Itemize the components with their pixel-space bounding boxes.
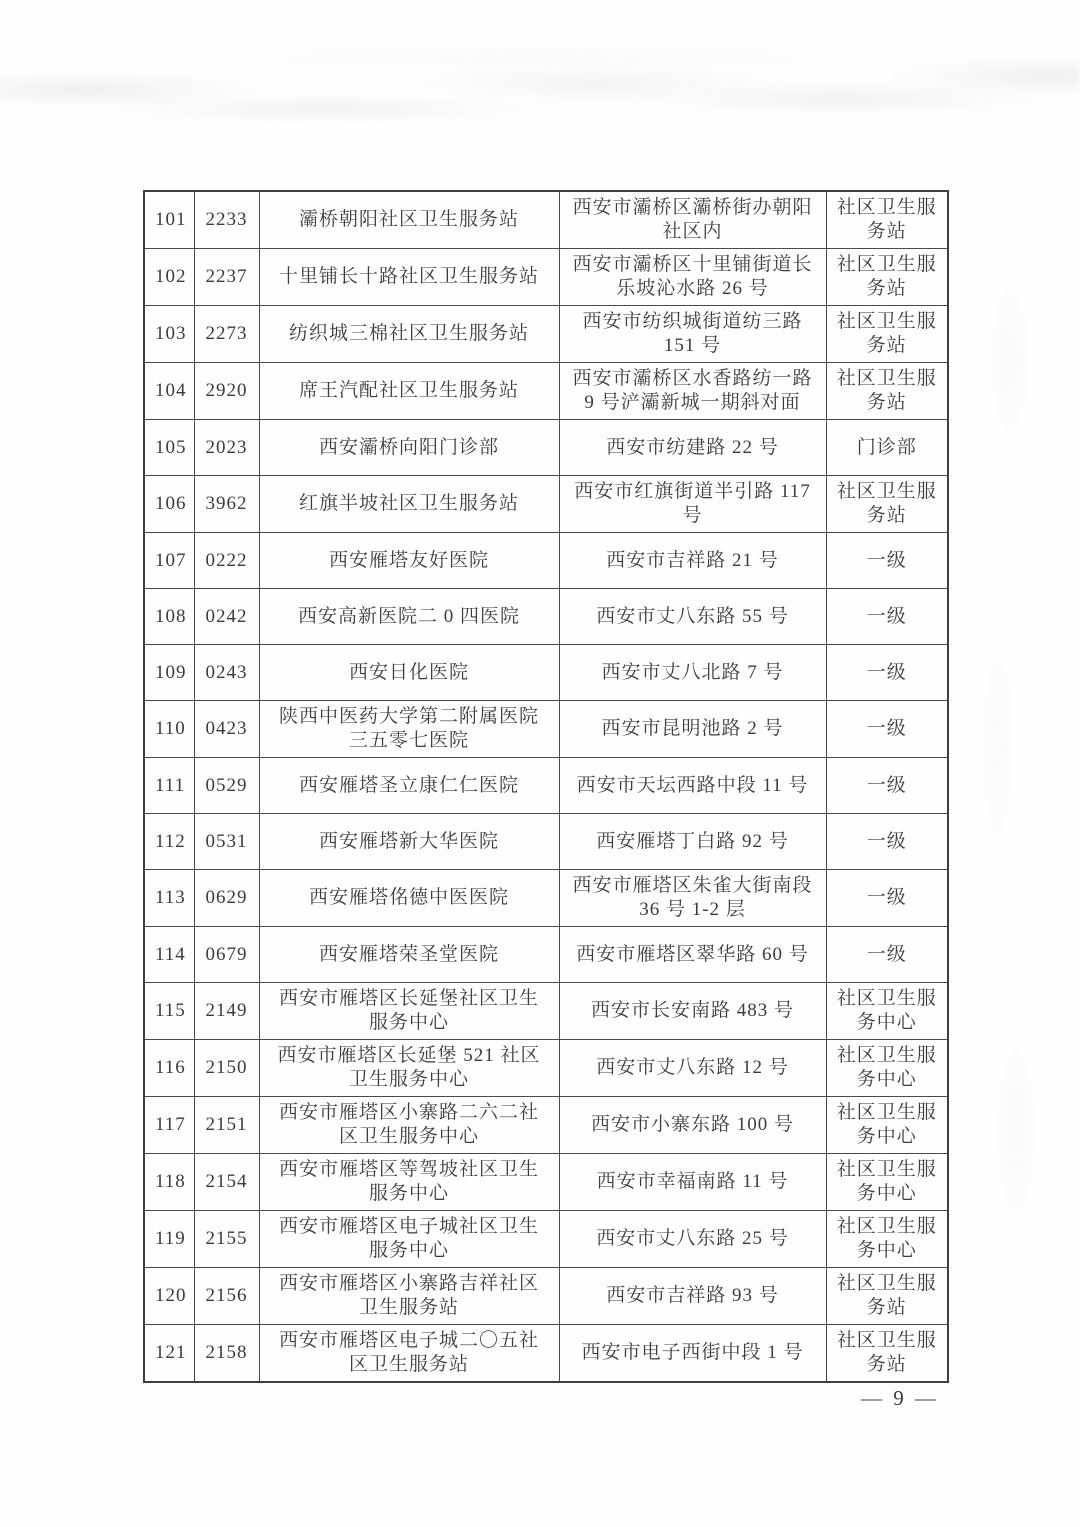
cell-code: 3962: [194, 476, 259, 533]
cell-address: 西安市纺建路 22 号: [559, 420, 826, 476]
table-row: [144, 306, 948, 363]
cell-address: 西安市雁塔区翠华路 60 号: [559, 927, 826, 983]
cell-name: 西安市雁塔区长延堡社区卫生服务中心: [259, 983, 559, 1040]
cell-address: 西安市丈八东路 25 号: [559, 1211, 826, 1268]
table-row: [144, 814, 948, 870]
cell-index: 101: [144, 191, 194, 249]
cell-address: 西安市灞桥区灞桥街办朝阳社区内: [559, 191, 826, 249]
cell-code: 2273: [194, 306, 259, 363]
cell-code: 2237: [194, 249, 259, 306]
cell-code: 2233: [194, 191, 259, 249]
table-row: [144, 1097, 948, 1154]
table-row: [144, 927, 948, 983]
cell-address: 西安市长安南路 483 号: [559, 983, 826, 1040]
cell-name: 西安市雁塔区小寨路吉祥社区卫生服务站: [259, 1268, 559, 1325]
table-row: [144, 249, 948, 306]
cell-type: 一级: [826, 701, 948, 758]
table-row: [144, 420, 948, 476]
cell-name: 灞桥朝阳社区卫生服务站: [259, 191, 559, 249]
cell-type: 社区卫生服务站: [826, 1325, 948, 1383]
cell-name: 西安市雁塔区小寨路二六二社区卫生服务中心: [259, 1097, 559, 1154]
cell-type: 门诊部: [826, 420, 948, 476]
cell-code: 2156: [194, 1268, 259, 1325]
table-body: [144, 191, 948, 1382]
cell-address: 西安市丈八北路 7 号: [559, 645, 826, 701]
cell-type: 一级: [826, 533, 948, 589]
cell-address: 西安雁塔丁白路 92 号: [559, 814, 826, 870]
table-row: [144, 589, 948, 645]
cell-index: 102: [144, 249, 194, 306]
cell-code: 2155: [194, 1211, 259, 1268]
cell-name: 纺织城三棉社区卫生服务站: [259, 306, 559, 363]
cell-address: 西安市灞桥区十里铺街道长乐坡沁水路 26 号: [559, 249, 826, 306]
table-row: [144, 191, 948, 249]
cell-address: 西安市灞桥区水香路纺一路 9 号浐灞新城一期斜对面: [559, 363, 826, 420]
table-row: [144, 476, 948, 533]
scan-noise-artifact-top: [0, 18, 1080, 148]
cell-type: 社区卫生服务中心: [826, 1040, 948, 1097]
cell-type: 一级: [826, 814, 948, 870]
cell-code: 0629: [194, 870, 259, 927]
cell-index: 115: [144, 983, 194, 1040]
cell-code: 0222: [194, 533, 259, 589]
cell-type: 一级: [826, 589, 948, 645]
page-number: — 9 —: [861, 1386, 939, 1410]
table-row: [144, 701, 948, 758]
cell-name: 十里铺长十路社区卫生服务站: [259, 249, 559, 306]
cell-name: 西安日化医院: [259, 645, 559, 701]
cell-index: 105: [144, 420, 194, 476]
cell-name: 西安雁塔佲德中医医院: [259, 870, 559, 927]
cell-code: 2154: [194, 1154, 259, 1211]
cell-index: 120: [144, 1268, 194, 1325]
cell-index: 109: [144, 645, 194, 701]
table-row: [144, 533, 948, 589]
cell-index: 118: [144, 1154, 194, 1211]
cell-type: 社区卫生服务站: [826, 363, 948, 420]
cell-type: 社区卫生服务中心: [826, 1097, 948, 1154]
cell-type: 社区卫生服务站: [826, 476, 948, 533]
cell-address: 西安市丈八东路 55 号: [559, 589, 826, 645]
cell-name: 西安市雁塔区电子城社区卫生服务中心: [259, 1211, 559, 1268]
cell-index: 106: [144, 476, 194, 533]
cell-code: 0243: [194, 645, 259, 701]
cell-type: 一级: [826, 927, 948, 983]
table-row: [144, 645, 948, 701]
cell-code: 0531: [194, 814, 259, 870]
cell-address: 西安市吉祥路 93 号: [559, 1268, 826, 1325]
cell-index: 111: [144, 758, 194, 814]
cell-name: 西安市雁塔区长延堡 521 社区卫生服务中心: [259, 1040, 559, 1097]
table-row: [144, 983, 948, 1040]
cell-name: 西安雁塔荣圣堂医院: [259, 927, 559, 983]
cell-name: 西安高新医院二 0 四医院: [259, 589, 559, 645]
cell-index: 112: [144, 814, 194, 870]
cell-type: 社区卫生服务站: [826, 249, 948, 306]
table-row: [144, 1211, 948, 1268]
table-row: [144, 870, 948, 927]
cell-type: 一级: [826, 758, 948, 814]
cell-index: 119: [144, 1211, 194, 1268]
cell-code: 2151: [194, 1097, 259, 1154]
cell-index: 114: [144, 927, 194, 983]
cell-address: 西安市丈八东路 12 号: [559, 1040, 826, 1097]
scan-noise-artifact-right: [950, 250, 1070, 1350]
cell-index: 107: [144, 533, 194, 589]
cell-address: 西安市幸福南路 11 号: [559, 1154, 826, 1211]
table-row: [144, 1268, 948, 1325]
cell-address: 西安市小寨东路 100 号: [559, 1097, 826, 1154]
cell-index: 108: [144, 589, 194, 645]
cell-address: 西安市电子西街中段 1 号: [559, 1325, 826, 1383]
cell-address: 西安市红旗街道半引路 117 号: [559, 476, 826, 533]
cell-address: 西安市天坛西路中段 11 号: [559, 758, 826, 814]
cell-code: 2150: [194, 1040, 259, 1097]
cell-address: 西安市雁塔区朱雀大街南段 36 号 1-2 层: [559, 870, 826, 927]
cell-index: 117: [144, 1097, 194, 1154]
table-row: [144, 363, 948, 420]
cell-index: 116: [144, 1040, 194, 1097]
cell-type: 社区卫生服务中心: [826, 1211, 948, 1268]
table-row: [144, 1154, 948, 1211]
table-row: [144, 1040, 948, 1097]
cell-index: 113: [144, 870, 194, 927]
cell-code: 2023: [194, 420, 259, 476]
cell-name: 席王汽配社区卫生服务站: [259, 363, 559, 420]
cell-index: 103: [144, 306, 194, 363]
cell-code: 0423: [194, 701, 259, 758]
cell-index: 110: [144, 701, 194, 758]
cell-type: 社区卫生服务站: [826, 191, 948, 249]
cell-type: 社区卫生服务站: [826, 306, 948, 363]
cell-name: 西安市雁塔区电子城二〇五社区卫生服务站: [259, 1325, 559, 1383]
cell-address: 西安市纺织城街道纺三路 151 号: [559, 306, 826, 363]
cell-code: 2149: [194, 983, 259, 1040]
cell-type: 社区卫生服务中心: [826, 1154, 948, 1211]
cell-code: 2158: [194, 1325, 259, 1383]
cell-name: 西安市雁塔区等驾坡社区卫生服务中心: [259, 1154, 559, 1211]
cell-code: 0529: [194, 758, 259, 814]
cell-type: 一级: [826, 870, 948, 927]
cell-name: 西安雁塔新大华医院: [259, 814, 559, 870]
medical-institutions-table: [143, 190, 949, 1383]
cell-type: 社区卫生服务中心: [826, 983, 948, 1040]
cell-code: 0242: [194, 589, 259, 645]
cell-name: 陕西中医药大学第二附属医院三五零七医院: [259, 701, 559, 758]
table-row: [144, 1325, 948, 1383]
cell-type: 社区卫生服务站: [826, 1268, 948, 1325]
cell-name: 西安雁塔圣立康仁仁医院: [259, 758, 559, 814]
cell-index: 104: [144, 363, 194, 420]
cell-index: 121: [144, 1325, 194, 1383]
table-row: [144, 758, 948, 814]
cell-code: 2920: [194, 363, 259, 420]
cell-name: 红旗半坡社区卫生服务站: [259, 476, 559, 533]
cell-type: 一级: [826, 645, 948, 701]
cell-name: 西安灞桥向阳门诊部: [259, 420, 559, 476]
cell-address: 西安市昆明池路 2 号: [559, 701, 826, 758]
cell-code: 0679: [194, 927, 259, 983]
cell-name: 西安雁塔友好医院: [259, 533, 559, 589]
cell-address: 西安市吉祥路 21 号: [559, 533, 826, 589]
